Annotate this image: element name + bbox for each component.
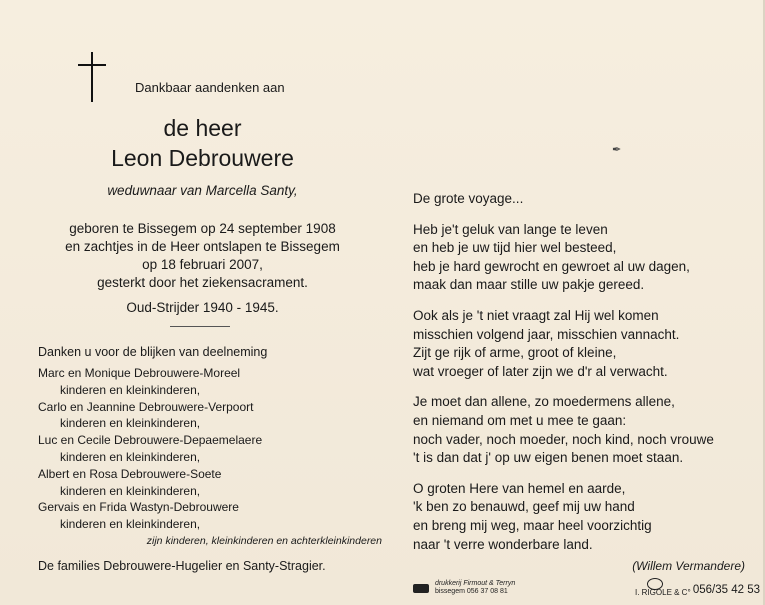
family-kin: kinderen en kleinkinderen,: [60, 449, 201, 464]
poem-line: en breng mij weg, maar heel voorzichtig: [413, 517, 652, 533]
bio-block: [20, 220, 385, 292]
cross-icon: [78, 52, 106, 102]
family-name: Carlo en Jeannine Debrouwere-Verpoort: [38, 399, 254, 414]
widow-line: weduwnaar van Marcella Santy,: [107, 183, 298, 198]
printer-name: drukkerij Firmout & Terryn: [434, 580, 516, 587]
poem-author: (Willem Vermandere): [632, 559, 745, 573]
bio-line: geboren te Bissegem op 24 september 1908: [69, 221, 336, 236]
poem-line: 'k ben zo benauwd, geef mij uw hand: [413, 499, 635, 515]
family-name: Albert en Rosa Debrouwere-Soete: [38, 466, 222, 481]
family-name: Marc en Monique Debrouwere-Moreel: [38, 366, 241, 380]
title-honorific: de heer: [163, 115, 242, 141]
printer-logo-icon: [413, 584, 429, 593]
poem-line: en niemand om met u mee te gaan:: [413, 412, 627, 428]
poem-line: Heb je't geluk van lange te leven: [413, 221, 608, 237]
poem-stanza: [413, 221, 758, 295]
poem-line: noch vader, noch moeder, noch kind, noch vrouwe: [413, 431, 714, 447]
publisher-brand: I. RIGOLE & C°: [635, 588, 691, 597]
veteran-line: Oud-Strijder 1940 - 1945.: [126, 300, 279, 315]
family-kin: kinderen en kleinkinderen,: [60, 517, 201, 532]
intro-text: Dankbaar aandenken aan: [135, 80, 285, 95]
publisher-info: [625, 578, 760, 598]
family-name: Luc en Cecile Debrouwere-Depaemelaere: [38, 433, 263, 448]
poem-line: Zijt ge rijk of arme, groot of kleine,: [413, 345, 617, 361]
separator-line: [170, 326, 230, 327]
poem-line: heb je hard gewrocht en gewroet al uw dagen,: [413, 258, 690, 274]
poem-line: maak dan maar stille uw pakje gereed.: [413, 277, 645, 293]
family-name: Gervais en Frida Wastyn-Debrouwere: [38, 500, 239, 515]
family-kin: kinderen en kleinkinderen,: [60, 416, 201, 431]
poem-stanza: [413, 393, 758, 467]
poem-line: Ook als je 't niet vraagt zal Hij wel komen: [413, 307, 659, 323]
printer-info: [413, 580, 515, 596]
poem: [413, 190, 758, 566]
bio-line: op 18 februari 2007,: [142, 257, 263, 272]
poem-stanza: [413, 307, 758, 381]
descendants-line: zijn kinderen, kleinkinderen en achterkleinkinderen: [146, 535, 382, 547]
family-kin: kinderen en kleinkinderen,: [60, 382, 201, 397]
bio-line: gesterkt door het ziekensacrament.: [97, 275, 308, 290]
poem-line: naar 't verre wonderbare land.: [413, 536, 593, 552]
poem-line: 't is dan dat j' op uw eigen benen moet staan.: [413, 450, 684, 466]
bio-line: en zachtjes in de Heer ontslapen te Bissegem: [65, 239, 340, 254]
publisher-phone: 056/35 42 53: [692, 584, 760, 596]
printer-address: bissegem 056 37 08 81: [434, 588, 508, 595]
thanks-intro: Danken u voor de blijken van deelneming: [38, 345, 268, 359]
poem-title: De grote voyage...: [413, 191, 524, 206]
poem-stanza: [413, 480, 758, 554]
poem-line: misschien volgend jaar, misschien vannacht.: [413, 326, 680, 342]
closing-families: De families Debrouwere-Hugelier en Santy-Stragier.: [38, 559, 326, 573]
ink-mark-icon: ✒: [612, 144, 622, 156]
poem-line: en heb je uw tijd hier wel besteed,: [413, 240, 617, 256]
family-list: [38, 365, 262, 533]
poem-line: Je moet dan allene, zo moedermens allene,: [413, 394, 675, 410]
poem-line: O groten Here van hemel en aarde,: [413, 480, 626, 496]
family-kin: kinderen en kleinkinderen,: [60, 483, 201, 498]
poem-line: wat vroeger of later zijn we d'r al verwacht.: [413, 363, 668, 379]
deceased-name: Leon Debrouwere: [111, 145, 294, 171]
